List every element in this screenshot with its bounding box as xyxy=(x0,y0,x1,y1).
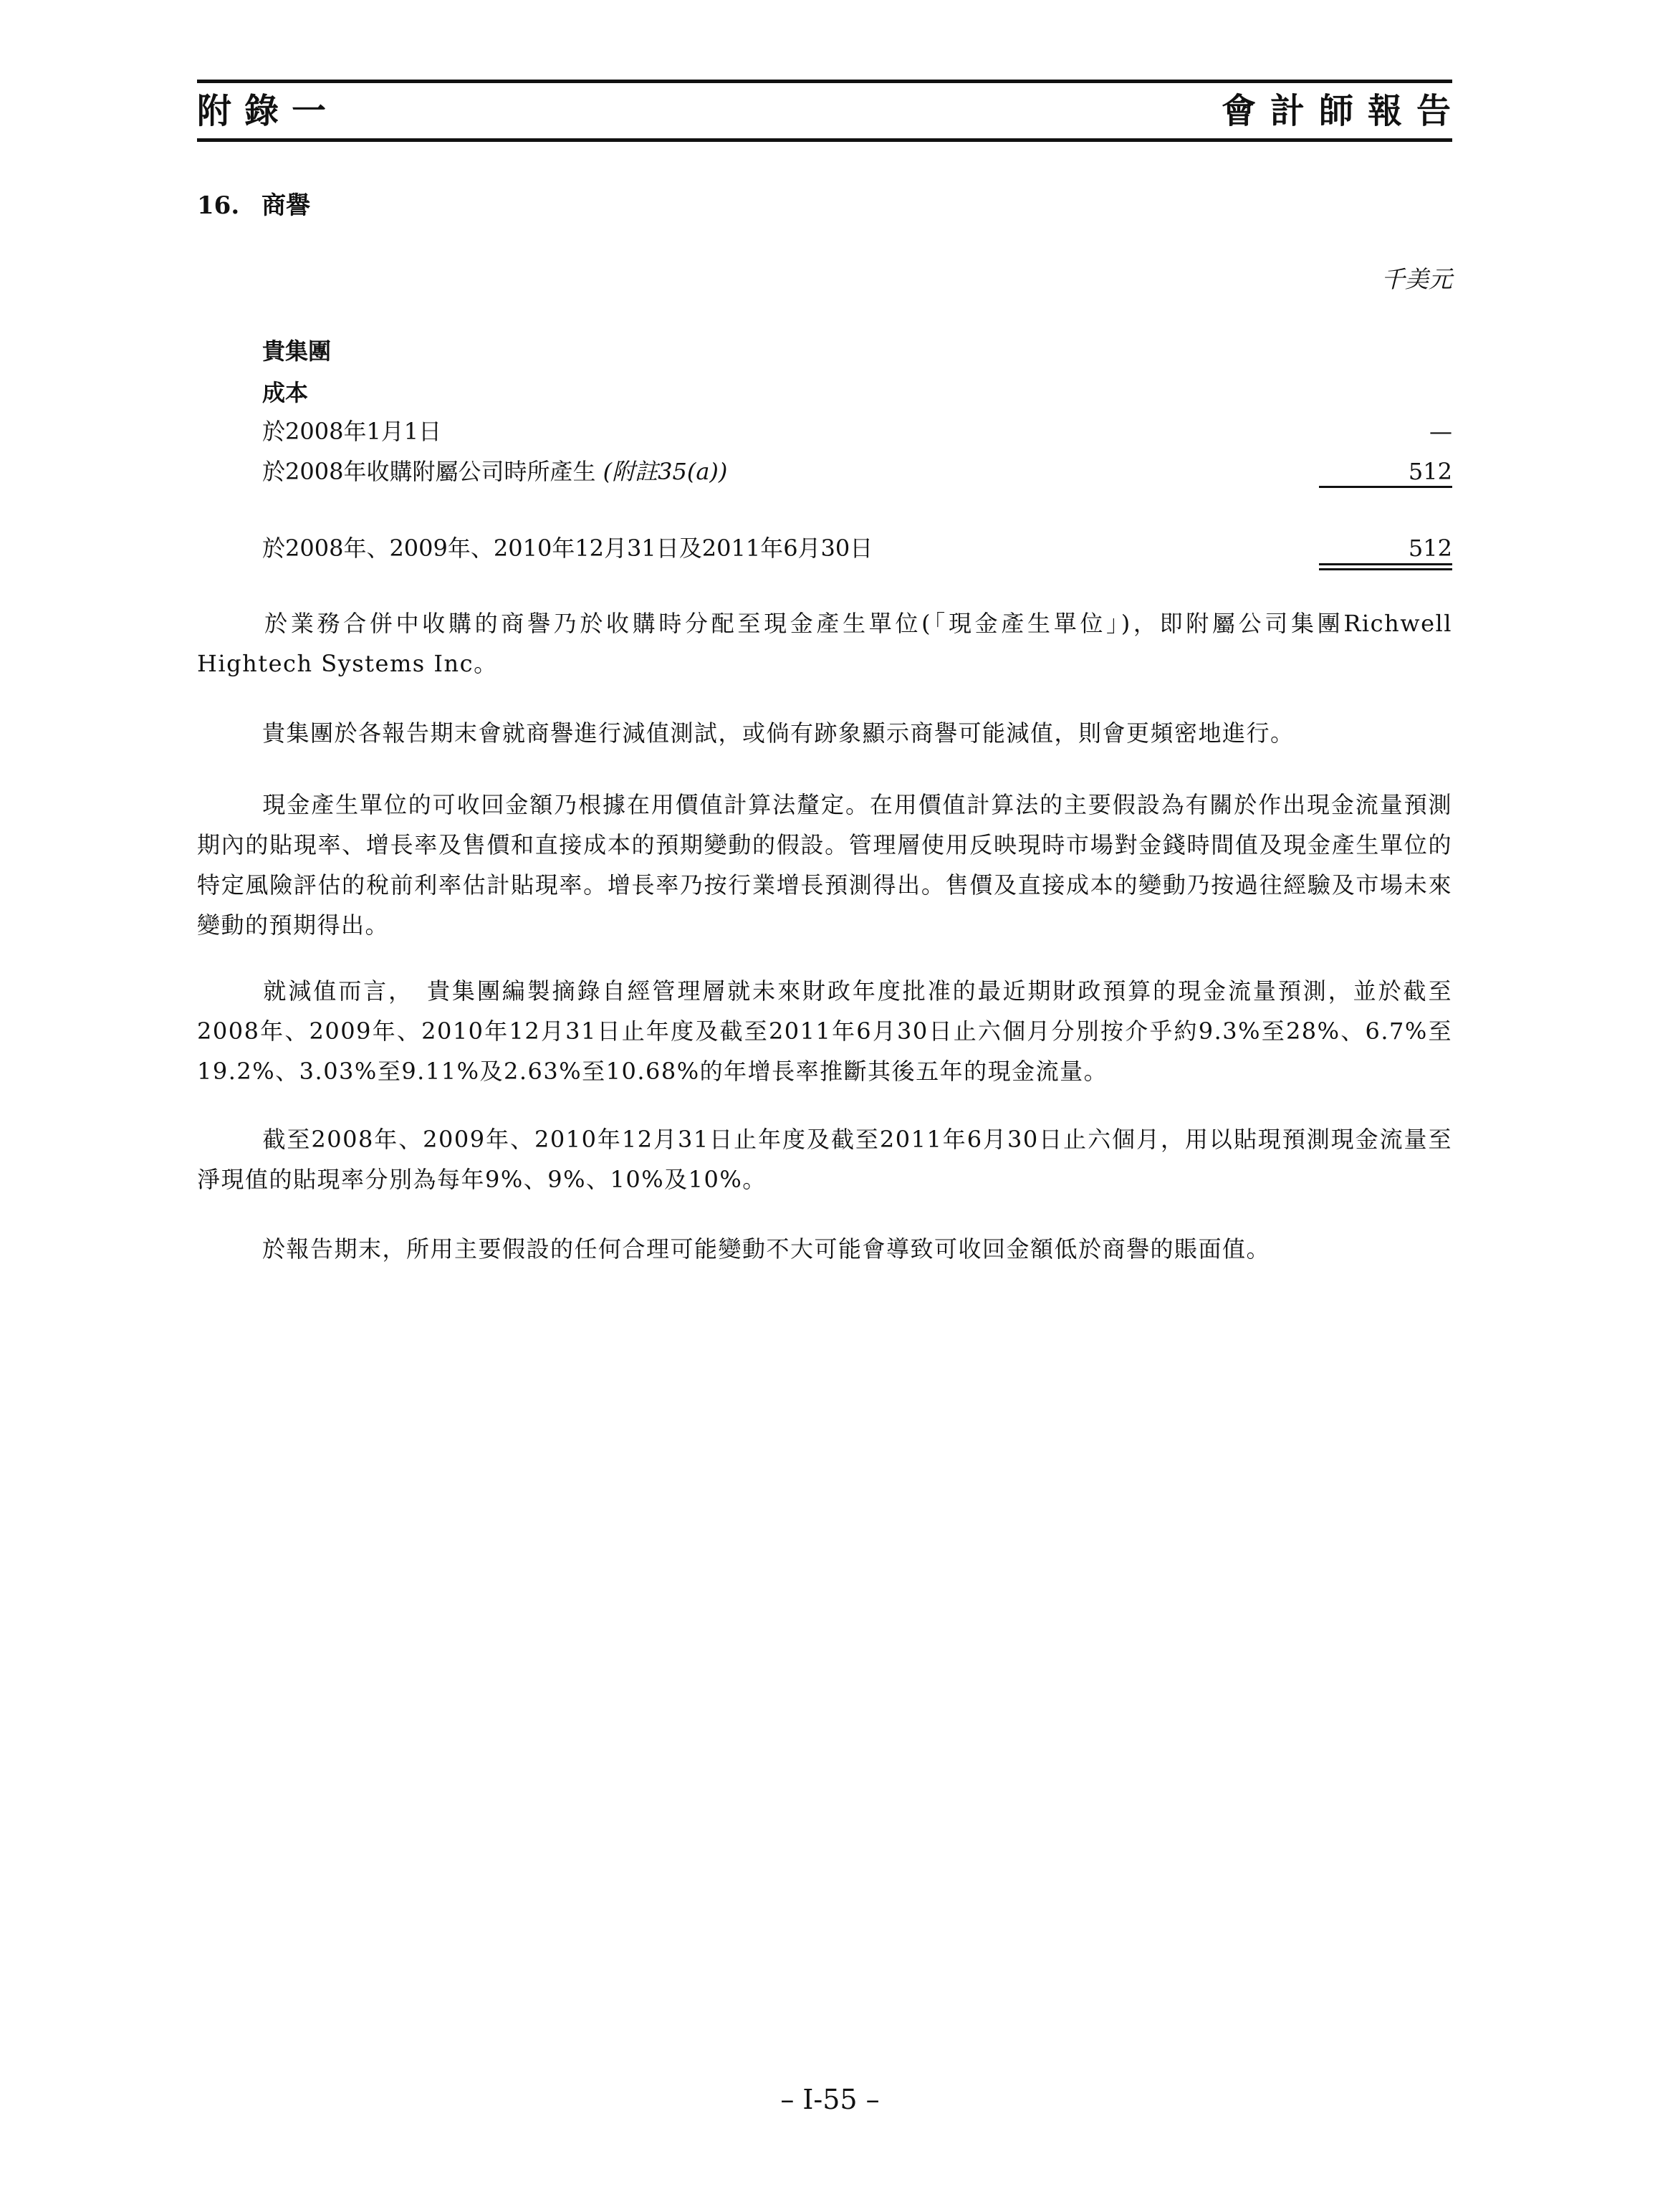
total-double-underline-1 xyxy=(1319,563,1452,565)
table-row-value: 512 xyxy=(1408,535,1452,562)
section-number: 16. xyxy=(197,191,240,220)
table-row-label: 於2008年1月1日 xyxy=(262,418,442,445)
group-label: 貴集團 xyxy=(262,337,332,365)
header-report-title: 會計師報告 xyxy=(1221,91,1465,131)
paragraph: 於業務合併中收購的商譽乃於收購時分配至現金產生單位(「現金產生單位」)，即附屬公司集團Richwell Hightech Systems Inc。 xyxy=(197,610,1452,677)
page-number: – I-55 – xyxy=(780,2084,880,2115)
total-double-underline-2 xyxy=(1319,568,1452,570)
paragraph: 現金產生單位的可收回金額乃根據在用價值計算法釐定。在用價值計算法的主要假設為有關於作出現金流量預測期內的貼現率、增長率及售價和直接成本的預期變動的假設。管理層使用反映現時市場對金錢時間值及現金產生單位的特定風險評估的稅前利率估計貼現率。增長率乃按行業增長預測得出。售價及直接成本的變動乃按過往經驗及市場未來變動的預期得出。 xyxy=(197,791,1452,939)
table-row-label: 於2008年收購附屬公司時所產生 (附註35(a)) xyxy=(262,458,728,485)
paragraph: 於報告期末，所用主要假設的任何合理可能變動不大可能會導致可收回金額低於商譽的賬面值。 xyxy=(262,1235,1271,1263)
header-bottom-rule xyxy=(197,138,1452,142)
note-reference: (附註35(a)) xyxy=(603,458,728,485)
table-row-value: — xyxy=(1429,418,1452,445)
header-appendix-title: 附錄一 xyxy=(197,91,340,131)
header-top-rule xyxy=(197,80,1452,83)
table-row-label: 於2008年、2009年、2010年12月31日及2011年6月30日 xyxy=(262,535,873,562)
cost-label: 成本 xyxy=(262,379,309,406)
section-heading xyxy=(197,188,310,224)
subtotal-underline xyxy=(1319,486,1452,488)
paragraph: 貴集團於各報告期末會就商譽進行減值測試，或倘有跡象顯示商譽可能減值，則會更頻密地進行。 xyxy=(262,719,1295,747)
unit-label: 千美元 xyxy=(1381,265,1452,293)
table-row-value: 512 xyxy=(1408,458,1452,485)
paragraph: 就減值而言， 貴集團編製摘錄自經管理層就未來財政年度批准的最近期財政預算的現金流量預測，並於截至2008年、2009年、2010年12月31日止年度及截至2011年6月30日止六個月分別按介乎約9.3%至28%、6.7%至19.2%、3.03%至9.11%及2.63%至10.68%的年增長率推斷其後五年的現金流量。 xyxy=(197,977,1452,1085)
section-title: 商譽 xyxy=(262,191,310,220)
paragraph: 截至2008年、2009年、2010年12月31日止年度及截至2011年6月30日止六個月，用以貼現預測現金流量至淨現值的貼現率分別為每年9%、9%、10%及10%。 xyxy=(197,1126,1452,1193)
